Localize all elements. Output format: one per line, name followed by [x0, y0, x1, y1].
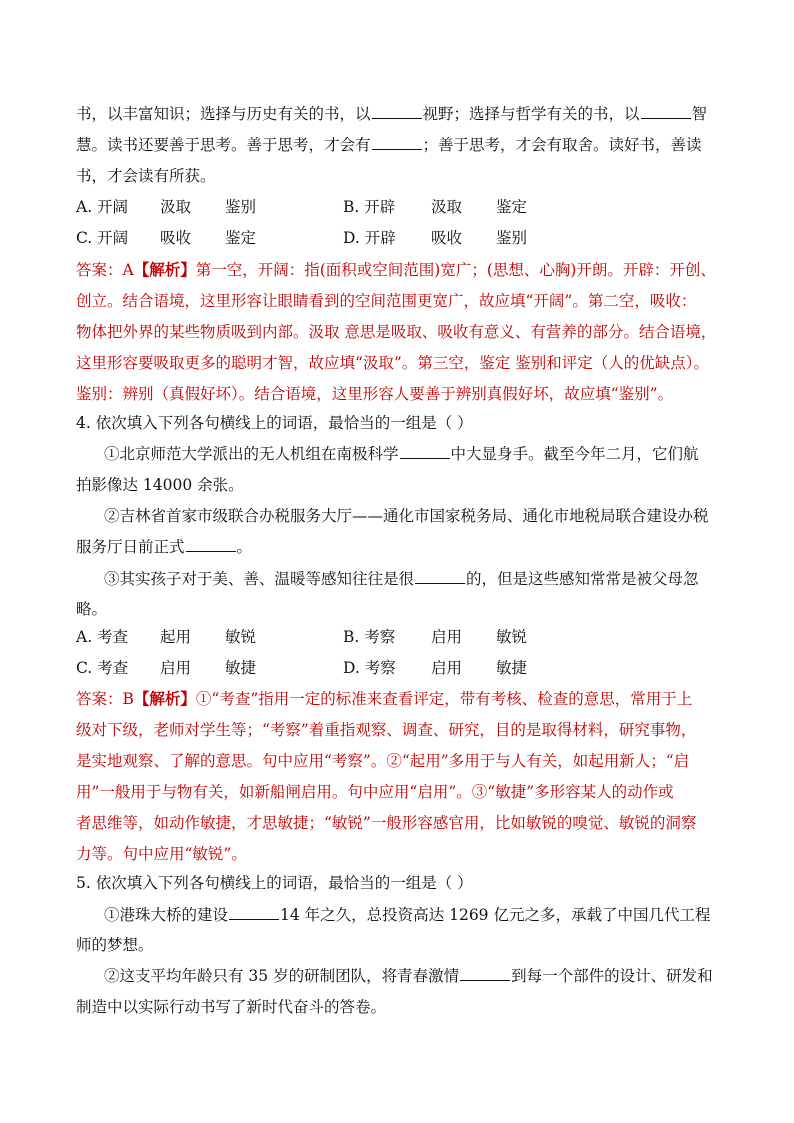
- option-d: [343, 658, 527, 678]
- answer-line: [76, 689, 736, 709]
- fill-blank: [186, 537, 236, 552]
- text: 力等。句中应用“敏锐”。: [76, 845, 247, 863]
- option-row: [76, 197, 736, 217]
- option-text: 吸收: [160, 229, 192, 247]
- text: 物体把外界的某些物质吸到内部。汲取 意思是吸取、吸收有意义、有营养的部分。结合语境，: [76, 323, 717, 341]
- text: ①“考查”指用一定的标准来查看评定，带有考核、检查的意思，常用于上: [195, 690, 693, 708]
- answer-line: [76, 384, 736, 404]
- answer-line: [76, 260, 736, 280]
- sentence-line: [104, 569, 764, 589]
- option-text: 鉴定: [496, 198, 528, 216]
- fill-blank: [400, 444, 450, 459]
- option-text: 汲取: [160, 198, 192, 216]
- text: ①北京师范大学派出的无人机组在南极科学: [104, 445, 399, 463]
- option-text: 鉴定: [225, 229, 257, 247]
- sentence-line: [104, 506, 764, 526]
- text: ；善于思考，才会有取舍。读好书，善读: [422, 136, 702, 154]
- option-row: [76, 627, 736, 647]
- text: 创立。结合语境，这里形容让眼睛看到的空间范围更宽广，故应填“开阔”。第二空，吸收：: [76, 292, 697, 310]
- option-text: 鉴别: [496, 229, 528, 247]
- option-text: 敏捷: [496, 659, 528, 677]
- sentence-line: [76, 475, 736, 495]
- text: 5. 依次填入下列各句横线上的词语，最恰当的一组是（ ）: [76, 874, 473, 892]
- fill-blank: [229, 905, 279, 920]
- fill-blank: [415, 569, 465, 584]
- text: 鉴别：辨别（真假好坏）。结合语境，这里形容人要善于辨别真假好坏，故应填“鉴别”。: [76, 385, 674, 403]
- sentence-line: [76, 537, 736, 557]
- option-text: D. 开辟: [343, 229, 396, 247]
- option-a: [76, 197, 343, 217]
- option-text: 敏捷: [225, 659, 257, 677]
- text: ③其实孩子对于美、善、温暖等感知往往是很: [104, 570, 415, 588]
- answer-label: 答案：A: [76, 261, 134, 279]
- text: 是实地观察、了解的意思。句中应用“考察”。②“起用”多用于与人有关，如起用新人；“启: [76, 752, 690, 770]
- option-a: [76, 627, 343, 647]
- option-text: 敏锐: [496, 628, 528, 646]
- option-c: [76, 228, 343, 248]
- fill-blank: [372, 104, 422, 119]
- text: 这里形容要吸取更多的聪明才智，故应填“汲取”。第三空，鉴定 鉴别和评定（人的优缺点）。: [76, 354, 710, 372]
- sentence-line: [104, 444, 764, 464]
- text: 略。: [76, 600, 108, 618]
- text: 14 年之久，总投资高达 1269 亿元之多，承载了中国几代工程: [280, 906, 711, 924]
- answer-line: [76, 353, 736, 373]
- option-text: A. 开阔: [76, 198, 129, 216]
- fill-blank: [372, 135, 422, 150]
- text: 者思维等，如动作敏捷，才思敏捷；“敏锐”一般形容感官用，比如敏锐的嗅觉、敏锐的洞察: [76, 814, 697, 832]
- text: ②吉林省首家市级联合办税服务大厅——通化市国家税务局、通化市地税局联合建设办税: [104, 507, 709, 525]
- option-text: A. 考查: [76, 628, 129, 646]
- answer-line: [76, 291, 736, 311]
- passage-line: [76, 166, 736, 186]
- option-b: [343, 197, 527, 217]
- text: 师的梦想。: [76, 936, 154, 954]
- answer-label: 答案：B: [76, 690, 134, 708]
- option-text: C. 开阔: [76, 229, 129, 247]
- text: 拍影像达 14000 余张。: [76, 476, 244, 494]
- text: ①港珠大桥的建设: [104, 906, 229, 924]
- text: 智: [691, 105, 708, 123]
- option-text: 汲取: [431, 198, 463, 216]
- answer-line: [76, 751, 736, 771]
- text: 书，以丰富知识；选择与历史有关的书，以: [76, 105, 371, 123]
- sentence-line: [76, 935, 736, 955]
- option-text: 吸收: [431, 229, 463, 247]
- passage-line: [76, 135, 736, 155]
- answer-line: [76, 813, 736, 833]
- option-text: D. 考察: [343, 659, 396, 677]
- text: 的，但是这些感知常常是被父母忽: [466, 570, 699, 588]
- text: 制造中以实际行动书写了新时代奋斗的答卷。: [76, 998, 387, 1016]
- answer-line: [76, 720, 736, 740]
- passage-line: [76, 104, 736, 124]
- sentence-line: [76, 997, 736, 1017]
- option-text: 启用: [431, 659, 463, 677]
- fill-blank: [641, 104, 691, 119]
- answer-line: [76, 322, 736, 342]
- option-b: [343, 627, 527, 647]
- text: 书，才会读有所获。: [76, 167, 216, 185]
- option-text: 敏锐: [225, 628, 257, 646]
- fill-blank: [460, 966, 510, 981]
- question-stem: [76, 873, 736, 893]
- text: ②这支平均年龄只有 35 岁的研制团队，将青春激情: [104, 967, 460, 985]
- text: 慧。读书还要善于思考。善于思考，才会有: [76, 136, 371, 154]
- text: 用”一般用于与物有关，如新船闸启用。句中应用“启用”。③“敏捷”多形容某人的动作或: [76, 783, 674, 801]
- text: 中大显身手。截至今年二月，它们航: [450, 445, 699, 463]
- option-text: 起用: [160, 628, 192, 646]
- text: 。: [236, 538, 253, 556]
- option-d: [343, 228, 527, 248]
- option-text: B. 开辟: [343, 198, 396, 216]
- option-text: 启用: [431, 628, 463, 646]
- option-text: 鉴别: [225, 198, 257, 216]
- text: 服务厅日前正式: [76, 538, 185, 556]
- option-c: [76, 658, 343, 678]
- analysis-tag: 【解析】: [133, 260, 196, 279]
- text: 4. 依次填入下列各句横线上的词语，最恰当的一组是（ ）: [76, 414, 473, 432]
- option-row: [76, 228, 736, 248]
- text: 级对下级，老师对学生等；“考察”着重指观察、调查、研究，目的是取得材料，研究事物，: [76, 721, 697, 739]
- sentence-line: [104, 905, 764, 925]
- option-text: B. 考察: [343, 628, 396, 646]
- option-row: [76, 658, 736, 678]
- text: 视野；选择与哲学有关的书，以: [422, 105, 640, 123]
- answer-line: [76, 782, 736, 802]
- answer-line: [76, 844, 736, 864]
- sentence-line: [104, 966, 764, 986]
- text: 到每一个部件的设计、研发和: [511, 967, 713, 985]
- option-text: 启用: [160, 659, 192, 677]
- sentence-line: [76, 599, 736, 619]
- analysis-tag: 【解析】: [133, 689, 196, 708]
- option-text: C. 考查: [76, 659, 129, 677]
- text: 第一空，开阔：指(面积或空间范围)宽广；(思想、心胸)开朗。开辟：开创、: [195, 261, 716, 279]
- question-stem: [76, 413, 736, 433]
